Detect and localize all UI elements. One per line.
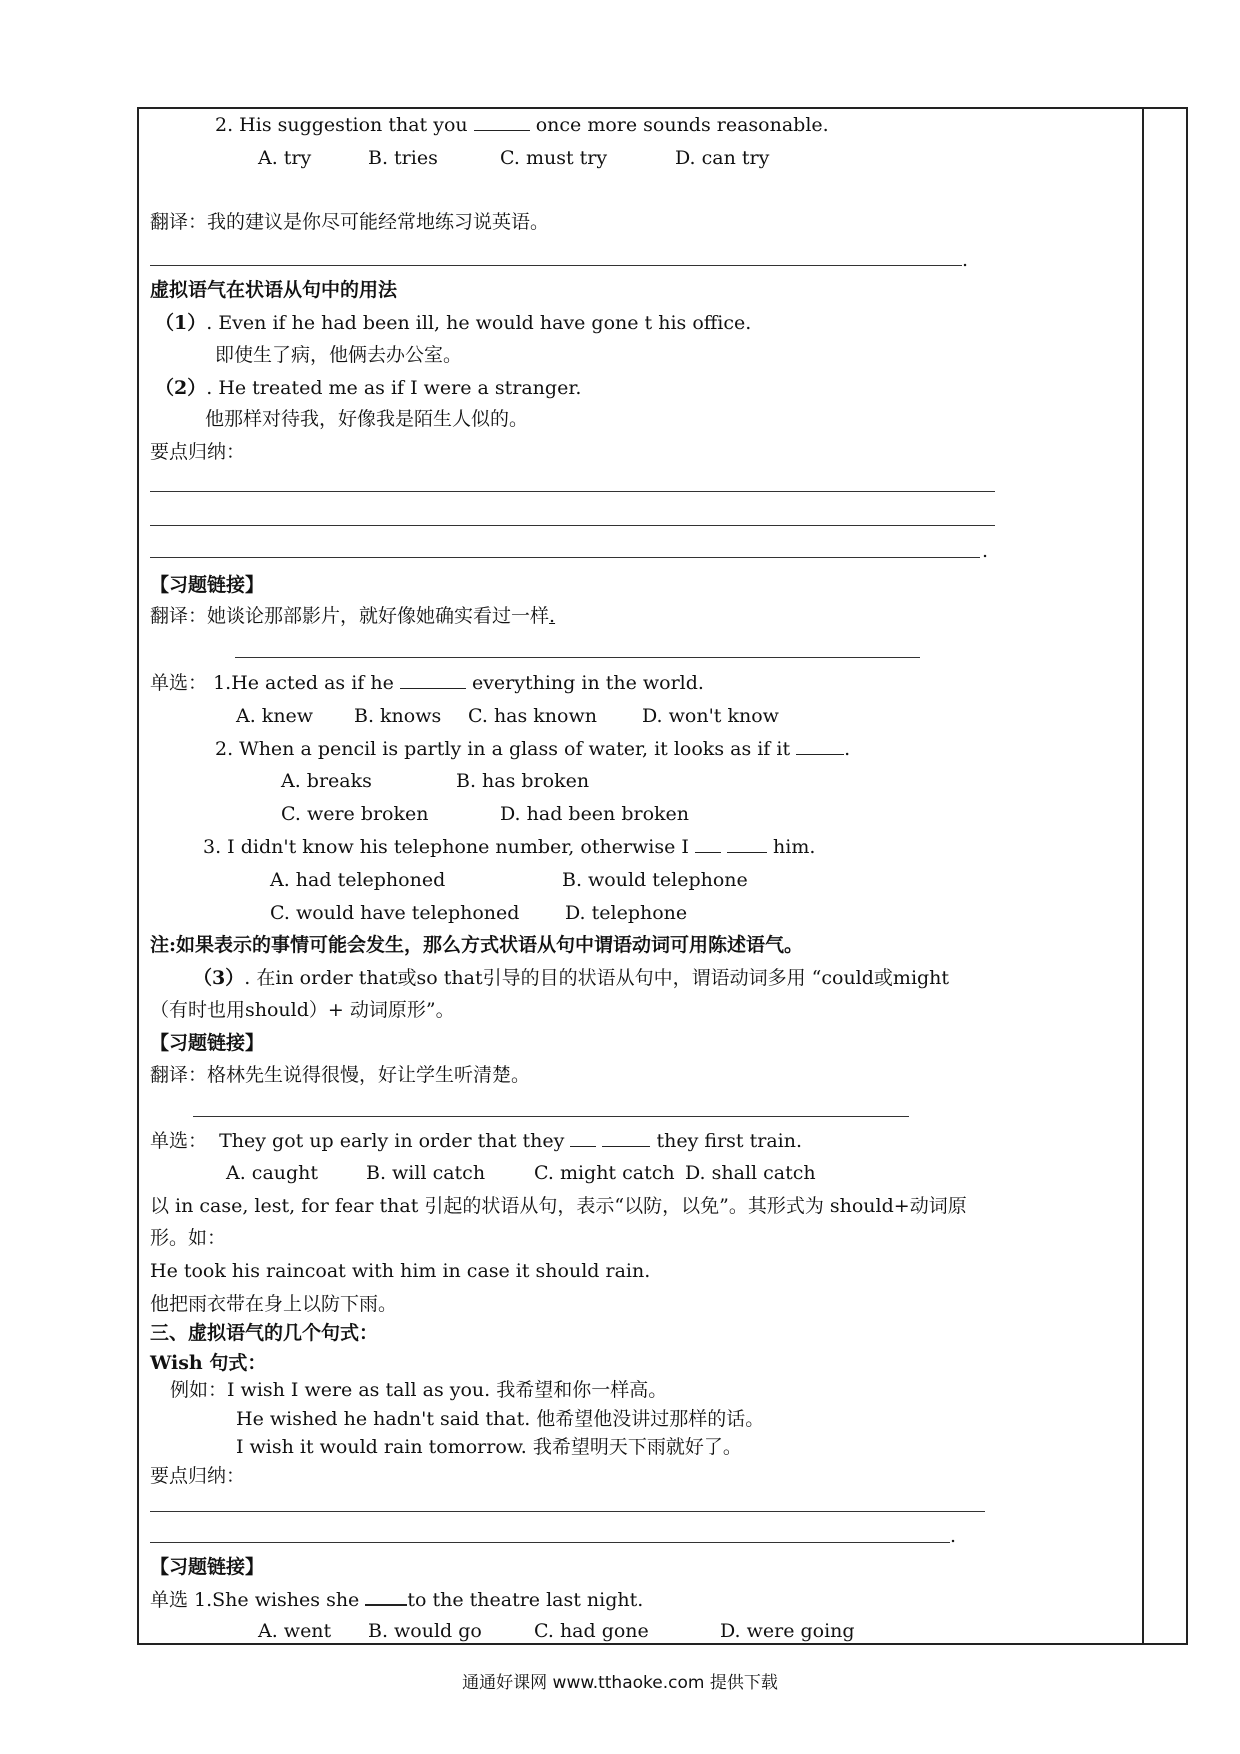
s6-question-1 [150, 1586, 643, 1613]
section-heading: 三、虚拟语气的几个句式： [150, 1322, 379, 1344]
option-c: C. might catch [534, 1162, 675, 1184]
exercise-heading: 【习题链接】 [150, 1032, 265, 1054]
answer-line [150, 1542, 950, 1543]
answer-blank [400, 670, 466, 689]
s3-question-3 [203, 834, 815, 860]
example-sentence: I wish I were as tall as you. 我希望和你一样高。 [227, 1379, 668, 1401]
answer-line [150, 491, 995, 492]
wish-example-1 [170, 1377, 667, 1403]
question-text: they first train. [656, 1130, 802, 1152]
example-sentence: . He treated me as if I were a stranger. [206, 377, 582, 399]
column-divider [1142, 109, 1144, 1643]
summary-label: 要点归纳： [150, 441, 246, 463]
answer-blank [796, 736, 844, 755]
answer-blank [365, 1586, 407, 1606]
question-text: 1.He acted as if he [213, 672, 394, 694]
answer-line [150, 1511, 985, 1512]
answer-line [193, 1116, 909, 1117]
option-a: A. caught [226, 1162, 319, 1184]
rule-text: 形。如： [150, 1227, 227, 1249]
s3-question-2 [215, 736, 850, 762]
period: . [962, 249, 969, 271]
question-text: him. [773, 836, 816, 858]
option-a: A. had telephoned [270, 869, 446, 891]
grammar-note: 注:如果表示的事情可能会发生，那么方式状语从句中谓语动词可用陈述语气。 [150, 934, 804, 956]
option-b: B. knows [354, 705, 442, 727]
wish-example-3: I wish it would rain tomorrow. 我希望明天下雨就好了。 [236, 1436, 742, 1458]
option-b: B. will catch [366, 1162, 486, 1184]
option-a: A. breaks [281, 770, 372, 792]
option-d: D. won't know [642, 705, 779, 727]
answer-line [235, 657, 920, 658]
question-text: once more sounds reasonable. [535, 114, 829, 136]
translation-prompt: 翻译：格林先生说得很慢，好让学生听清楚。 [150, 1064, 531, 1086]
answer-blank [727, 834, 767, 853]
option-d: D. shall catch [685, 1162, 816, 1184]
example-translation: 即使生了病，他俩去办公室。 [215, 344, 463, 366]
option-a: A. knew [236, 705, 314, 727]
option-c: C. would have telephoned [270, 902, 520, 924]
question-text: 单选 1.She wishes she [150, 1589, 360, 1611]
translation-prompt [150, 603, 555, 629]
answer-blank [695, 834, 721, 853]
prompt-text: 翻译：她谈论那部影片，就好像她确实看过一样 [150, 605, 550, 627]
wish-example-2: He wished he hadn't said that. 他希望他没讲过那样的话。 [236, 1408, 765, 1430]
option-d: D. can try [675, 147, 770, 169]
example-sentence: He took his raincoat with him in case it should rain. [150, 1260, 651, 1282]
option-b: B. has broken [456, 770, 590, 792]
exercise-heading: 【习题链接】 [150, 1556, 265, 1578]
option-c: C. must try [500, 147, 608, 169]
translation-prompt: 翻译：我的建议是你尽可能经常地练习说英语。 [150, 211, 550, 233]
option-a: A. try [258, 147, 312, 169]
answer-blank [570, 1128, 596, 1147]
rule-line-2: （有时也用should）+ 动词原形”。 [150, 999, 455, 1021]
option-c: C. has known [468, 705, 597, 727]
example-translation: 他把雨衣带在身上以防下雨。 [150, 1293, 398, 1315]
question-text: 2. His suggestion that you [215, 114, 468, 136]
s1-question-2 [215, 112, 829, 138]
rule-text: . 在in order that或so that引导的目的状语从句中，谓语动词多用 “could或might [244, 967, 950, 989]
option-d: D. had been broken [500, 803, 690, 825]
answer-blank [602, 1128, 650, 1147]
example-translation: 他那样对待我，好像我是陌生人似的。 [205, 408, 529, 430]
prompt-end: . [549, 605, 556, 627]
section-heading: 虚拟语气在状语从句中的用法 [150, 279, 398, 301]
rule-text: 以 in case, lest, for fear that 引起的状语从句，表示“以防，以免”。其形式为 should+动词原 [150, 1195, 967, 1217]
option-c: C. were broken [281, 803, 429, 825]
period: . [982, 540, 989, 562]
period: . [950, 1525, 957, 1547]
example-sentence: . Even if he had been ill, he would have gone t his office. [206, 312, 752, 334]
example-1 [155, 310, 751, 336]
option-d: D. telephone [565, 902, 688, 924]
answer-line [150, 265, 962, 266]
answer-line [150, 557, 980, 558]
question-text: They got up early in order that they [219, 1130, 565, 1152]
question-text: . [844, 738, 851, 760]
option-b: B. tries [368, 147, 438, 169]
footer: 通通好课网 www.tthaoke.com 提供下载 [462, 1673, 778, 1693]
question-text: 2. When a pencil is partly in a glass of water, it looks as if it [215, 738, 791, 760]
option-d: D. were going [720, 1620, 855, 1642]
subsection-heading: Wish 句式： [150, 1352, 267, 1374]
rule-line-1 [193, 965, 949, 991]
example-number: （2） [155, 377, 207, 399]
option-c: C. had gone [534, 1620, 649, 1642]
question-text: to the theatre last night. [407, 1589, 644, 1611]
summary-label: 要点归纳： [150, 1465, 246, 1487]
example-number: （1） [155, 312, 207, 334]
s3-question-1 [150, 670, 704, 696]
example-label: 例如： [170, 1379, 228, 1401]
question-text: everything in the world. [471, 672, 704, 694]
option-b: B. would telephone [562, 869, 748, 891]
option-a: A. went [258, 1620, 332, 1642]
exercise-heading: 【习题链接】 [150, 574, 265, 596]
answer-blank [474, 112, 530, 131]
question-text: 3. I didn't know his telephone number, otherwise I [203, 836, 689, 858]
option-b: B. would go [368, 1620, 482, 1642]
choice-label: 单选： [150, 672, 208, 694]
example-2 [155, 375, 581, 401]
s4-question [150, 1128, 802, 1154]
answer-line [150, 525, 995, 526]
rule-number: （3） [193, 967, 245, 989]
choice-label: 单选： [150, 1130, 208, 1152]
